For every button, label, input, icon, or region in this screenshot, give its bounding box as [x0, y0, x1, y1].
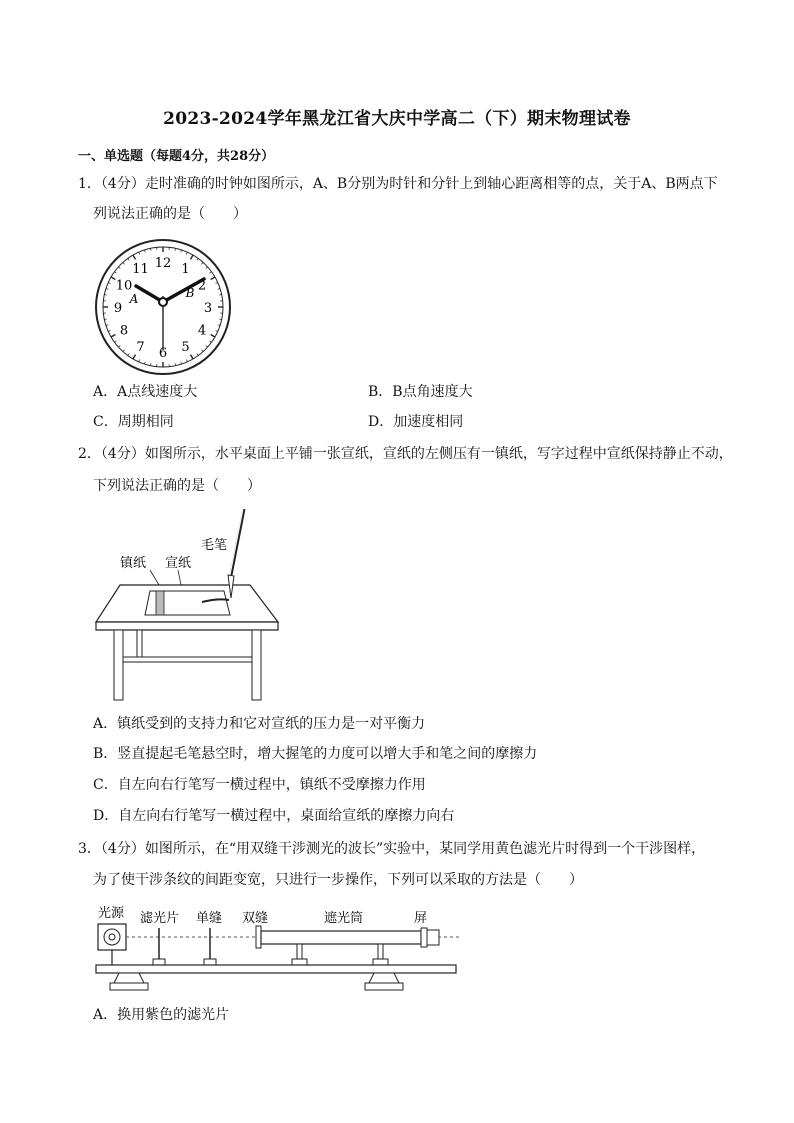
label-double-slit: 双缝 — [242, 911, 269, 926]
clock-tick — [114, 341, 116, 342]
q1-option-b[interactable]: B．B点角速度大 — [368, 384, 473, 400]
label-tube: 遮光筒 — [324, 911, 364, 926]
label-weight: 镇纸 — [120, 556, 147, 571]
q2-desk-figure — [92, 505, 282, 705]
clock-tick — [139, 252, 140, 254]
q1-clock-figure — [92, 236, 234, 378]
clock-tick — [106, 325, 108, 326]
clock-tick — [201, 262, 203, 264]
clock-tick — [181, 362, 182, 364]
table-edge — [96, 622, 278, 630]
clock-tick — [197, 258, 198, 260]
clock-number: 9 — [113, 301, 123, 316]
clock-number: 1 — [181, 262, 190, 278]
label-source: 光源 — [98, 906, 125, 921]
clock-tick — [118, 345, 120, 347]
label-single-slit: 单缝 — [196, 911, 223, 926]
q2-option-a[interactable]: A．镇纸受到的支持力和它对宣纸的压力是一对平衡力 — [93, 716, 426, 732]
exam-title: 2023-2024学年黑龙江省大庆中学高二（下）期末物理试卷 — [163, 109, 631, 129]
clock-tick — [139, 360, 140, 362]
clock-tick — [123, 350, 125, 352]
table-leg-left — [114, 630, 123, 700]
clock-tick — [218, 288, 220, 289]
clock-tick — [206, 345, 208, 347]
q3-option-a[interactable]: A．换用紫色的滤光片 — [93, 1007, 230, 1023]
q3-apparatus-figure — [92, 900, 462, 995]
label-screen: 屏 — [414, 911, 428, 926]
clock-label-a: A — [129, 292, 139, 306]
light-source-box — [98, 924, 126, 950]
clock-tick — [128, 258, 129, 260]
clock-tick — [114, 272, 116, 273]
clock-tick — [108, 283, 110, 284]
clock-tick — [191, 355, 194, 359]
clock-tick — [218, 325, 220, 326]
section-heading: 一、单选题（每题4分，共28分） — [78, 149, 275, 164]
clock-tick — [133, 255, 136, 259]
table-leg-back — [137, 630, 142, 660]
clock-number: 11 — [132, 262, 149, 278]
clock-tick — [210, 341, 212, 342]
q2-option-c[interactable]: C．自左向右行笔写一横过程中，镇纸不受摩擦力作用 — [93, 777, 426, 793]
clock-tick — [186, 252, 187, 254]
clock-number: 4 — [197, 323, 207, 339]
clock-number: 12 — [154, 256, 172, 271]
clock-number: 2 — [197, 278, 207, 294]
clock-number: 6 — [158, 346, 168, 361]
clock-tick — [201, 350, 203, 352]
clock-number: 5 — [181, 339, 190, 355]
clock-tick — [216, 283, 218, 284]
clock-number: 3 — [203, 301, 213, 316]
clock-tick — [191, 255, 194, 259]
clock-tick — [123, 262, 125, 264]
clock-tick — [211, 277, 215, 280]
clock-tick — [118, 267, 120, 269]
q3-stem-line2: 为了使干涉条纹的间距变宽，只进行一步操作，下列可以采取的方法是（ ） — [93, 872, 583, 888]
clock-tick — [197, 354, 198, 356]
screen-eyepiece — [427, 930, 439, 945]
clock-tick — [181, 250, 182, 252]
shading-tube — [261, 931, 421, 944]
clock-tick — [106, 288, 108, 289]
clock-tick — [128, 354, 129, 356]
label-filter: 滤光片 — [140, 911, 180, 926]
label-brush: 毛笔 — [201, 538, 228, 553]
clock-axis — [159, 298, 167, 306]
q2-stem-line2: 下列说法正确的是（ ） — [93, 478, 261, 494]
clock-tick — [108, 330, 110, 331]
clock-tick — [210, 272, 212, 273]
q1-option-c[interactable]: C．周期相同 — [93, 414, 174, 430]
clock-tick — [144, 250, 145, 252]
optical-rail — [96, 965, 456, 973]
q3-stem-line1: 3．（4分）如图所示，在“用双缝干涉测光的波长”实验中，某同学用黄色滤光片时得到一个干涉图样， — [78, 841, 706, 857]
q1-option-d[interactable]: D．加速度相同 — [368, 414, 464, 430]
clock-number: 10 — [115, 278, 133, 294]
table-crossbar — [123, 657, 252, 662]
clock-label-b: B — [185, 286, 195, 300]
q1-stem-line1: 1．（4分）走时准确的时钟如图所示，A、B分别为时针和分针上到轴心距离相等的点，关于A、B两点下 — [78, 176, 718, 192]
q2-option-b[interactable]: B．竖直提起毛笔悬空时，增大握笔的力度可以增大手和笔之间的摩擦力 — [93, 746, 538, 762]
clock-tick — [111, 335, 115, 338]
clock-tick — [144, 362, 145, 364]
clock-tick — [186, 360, 187, 362]
clock-number: 8 — [119, 323, 129, 339]
clock-tick — [206, 267, 208, 269]
q1-option-a[interactable]: A．A点线速度大 — [93, 384, 198, 400]
clock-tick — [111, 277, 115, 280]
clock-tick — [133, 355, 136, 359]
table-leg-right — [252, 630, 261, 700]
clock-tick — [216, 330, 218, 331]
brush-handle — [231, 509, 244, 575]
q2-option-d[interactable]: D．自左向右行笔写一横过程中，桌面给宣纸的摩擦力向右 — [93, 808, 455, 824]
clock-tick — [211, 335, 215, 338]
label-paper: 宣纸 — [165, 556, 192, 571]
paperweight — [156, 591, 164, 615]
q2-stem-line1: 2．（4分）如图所示，水平桌面上平铺一张宣纸，宣纸的左侧压有一镇纸，写字过程中宣纸保持静止不动， — [78, 446, 733, 462]
clock-number: 7 — [136, 339, 145, 355]
q1-stem-line2: 列说法正确的是（ ） — [93, 206, 247, 222]
